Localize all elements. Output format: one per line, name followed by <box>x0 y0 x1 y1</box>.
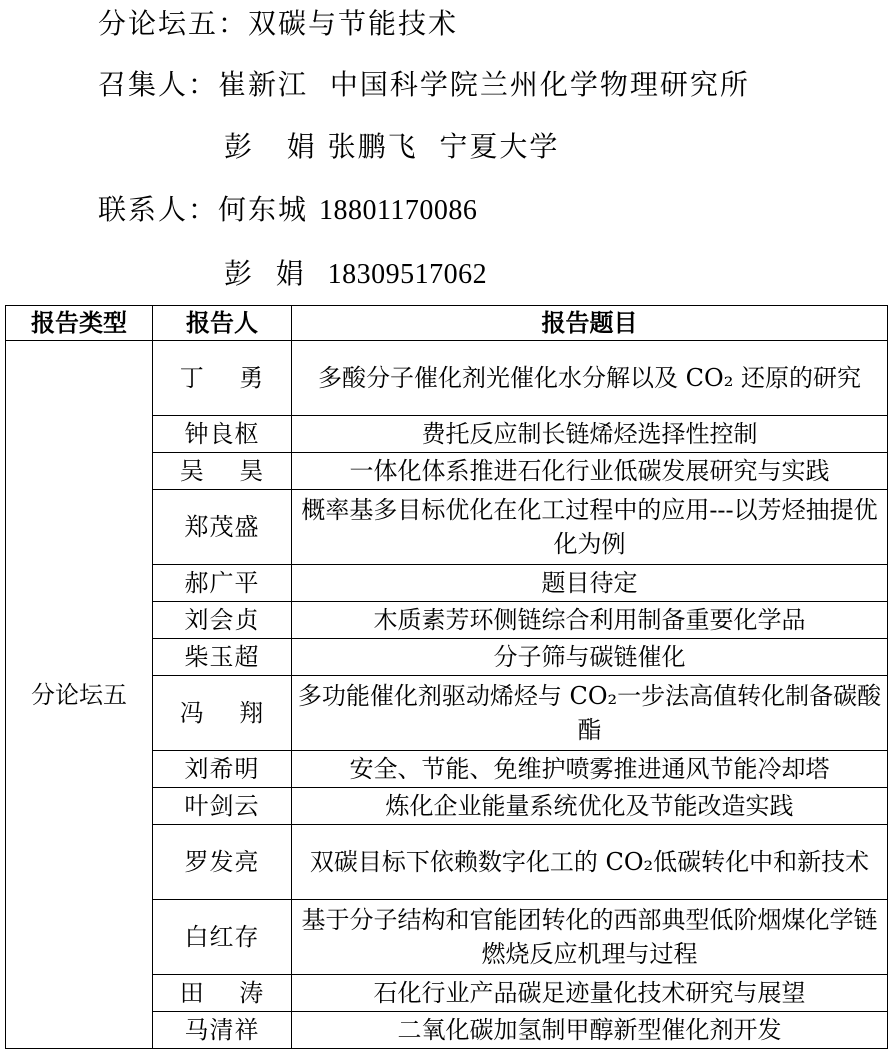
forum-title-text: 分论坛五：双碳与节能技术 <box>98 7 459 40</box>
topic-cell: 多酸分子催化剂光催化水分解以及 CO₂ 还原的研究 <box>292 341 888 416</box>
topic-cell: 二氧化碳加氢制甲醇新型催化剂开发 <box>292 1012 888 1049</box>
forum-title <box>98 6 458 42</box>
speaker-cell: 田 涛 <box>153 975 292 1012</box>
convener-1: 崔新江 中国科学院兰州化学物理研究所 <box>218 68 750 101</box>
speaker-cell: 郝广平 <box>153 565 292 602</box>
topic-cell: 石化行业产品碳足迹量化技术研究与展望 <box>292 975 888 1012</box>
speaker-cell: 冯 翔 <box>153 676 292 751</box>
conveners-line-2 <box>224 129 559 165</box>
topic-cell: 概率基多目标优化在化工过程中的应用---以芳烃抽提优化为例 <box>292 490 888 565</box>
speaker-cell: 郑茂盛 <box>153 490 292 565</box>
topic-cell: 一体化体系推进石化行业低碳发展研究与实践 <box>292 453 888 490</box>
speaker-cell: 钟良枢 <box>153 416 292 453</box>
table-header-row <box>6 306 888 341</box>
topic-cell: 分子筛与碳链催化 <box>292 639 888 676</box>
conveners-label: 召集人： <box>98 68 219 101</box>
speaker-cell: 马清祥 <box>153 1012 292 1049</box>
speaker-cell: 丁 勇 <box>153 341 292 416</box>
convener-2: 彭 娟 张鹏飞 宁夏大学 <box>224 130 560 163</box>
topic-cell: 题目待定 <box>292 565 888 602</box>
topic-cell: 炼化企业能量系统优化及节能改造实践 <box>292 788 888 825</box>
speaker-cell: 刘希明 <box>153 751 292 788</box>
speaker-cell: 刘会贞 <box>153 602 292 639</box>
column-header-topic: 报告题目 <box>292 306 888 341</box>
report-schedule-table <box>5 305 888 1049</box>
topic-cell: 多功能催化剂驱动烯烃与 CO₂一步法高值转化制备碳酸酯 <box>292 676 888 751</box>
topic-cell: 双碳目标下依赖数字化工的 CO₂低碳转化中和新技术 <box>292 825 888 900</box>
conveners-line <box>98 67 750 103</box>
speaker-cell: 罗发亮 <box>153 825 292 900</box>
topic-cell: 木质素芳环侧链综合利用制备重要化学品 <box>292 602 888 639</box>
contacts-label: 联系人： <box>98 193 219 226</box>
contacts-line-2 <box>224 256 487 293</box>
topic-cell: 基于分子结构和官能团转化的西部典型低阶烟煤化学链燃烧反应机理与过程 <box>292 900 888 975</box>
table-row <box>6 341 888 416</box>
speaker-cell: 白红存 <box>153 900 292 975</box>
column-header-speaker: 报告人 <box>153 306 292 341</box>
report-type-cell: 分论坛五 <box>6 341 153 1049</box>
contact-2-phone: 18309517062 <box>327 259 488 290</box>
contact-1-phone: 18801170086 <box>318 195 478 226</box>
topic-cell: 安全、节能、免维护喷雾推进通风节能冷却塔 <box>292 751 888 788</box>
contact-2-name: 彭 娟 <box>224 257 306 290</box>
column-header-report-type: 报告类型 <box>6 306 153 341</box>
speaker-cell: 叶剑云 <box>153 788 292 825</box>
topic-cell: 费托反应制长链烯烃选择性控制 <box>292 416 888 453</box>
speaker-cell: 吴 昊 <box>153 453 292 490</box>
contact-1-name: 何东城 <box>218 193 309 226</box>
speaker-cell: 柴玉超 <box>153 639 292 676</box>
contacts-line <box>98 192 477 229</box>
